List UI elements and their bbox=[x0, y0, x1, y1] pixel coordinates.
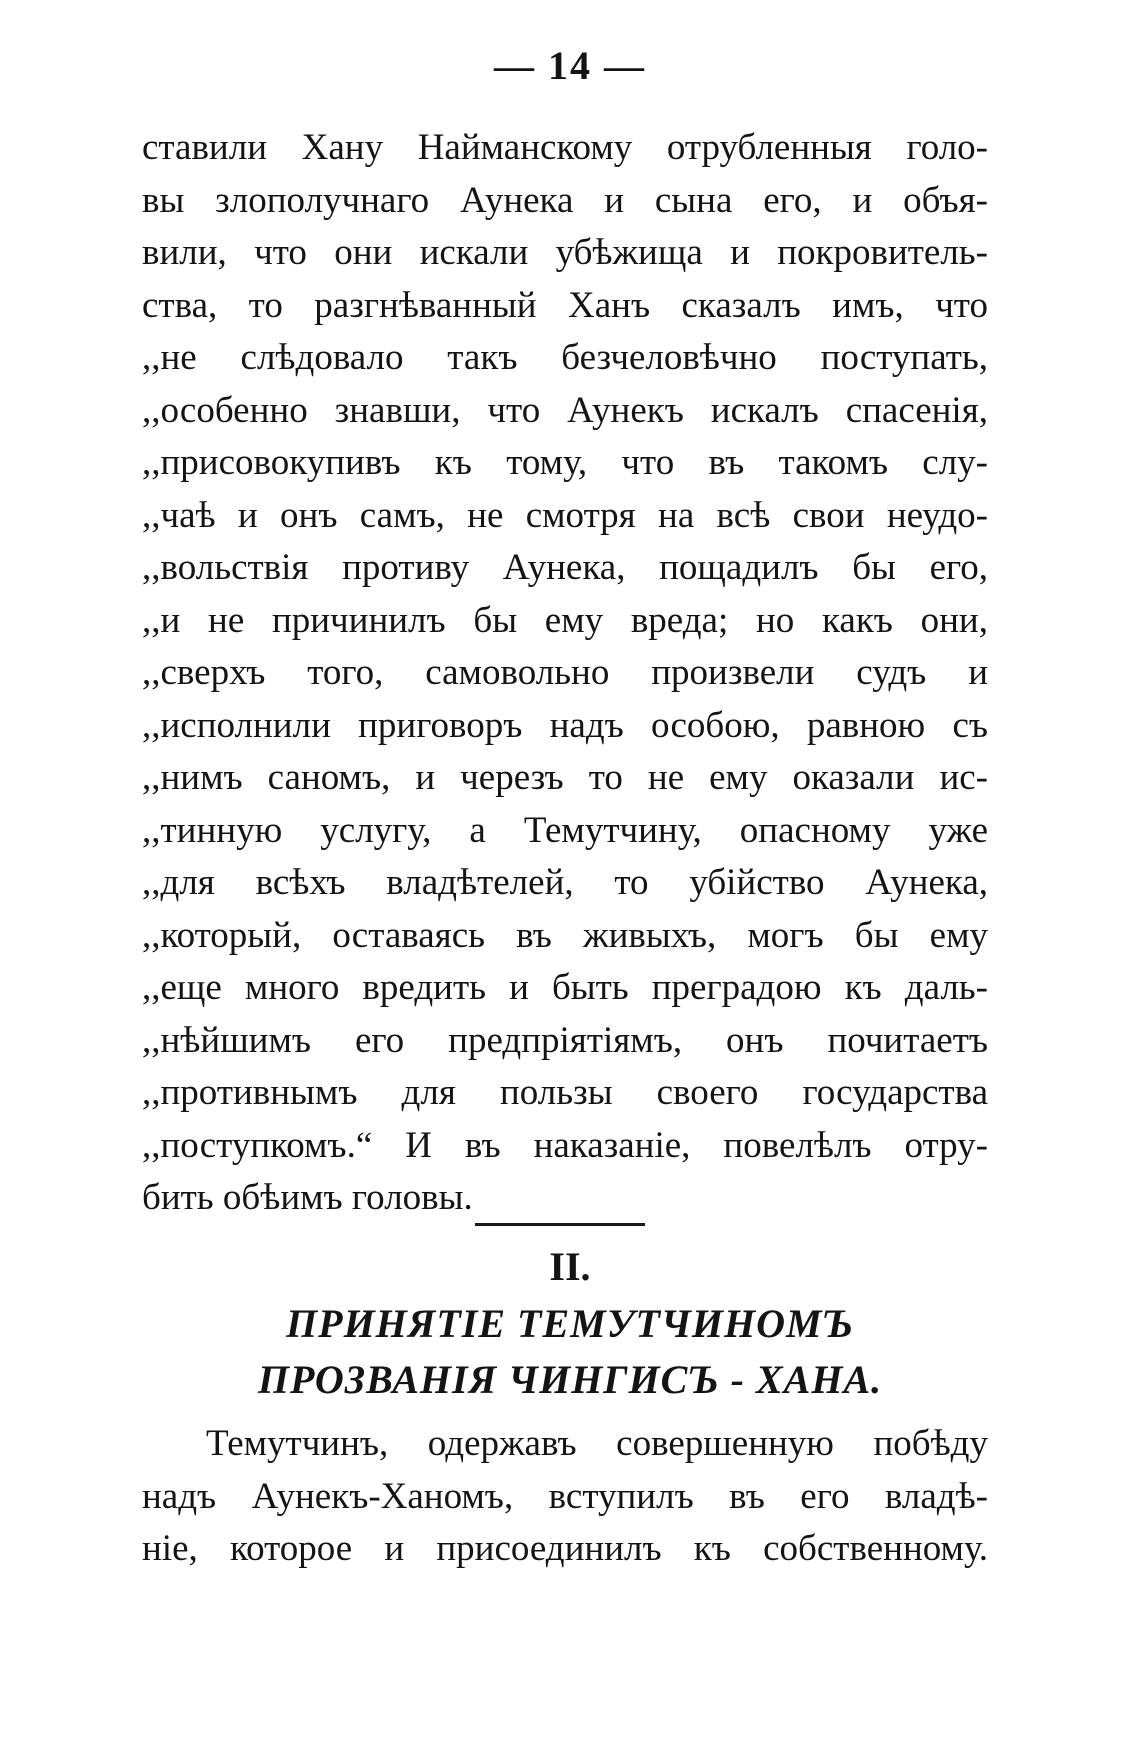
section-title-line: ПРИНЯТІЕ ТЕМУТЧИНОМЪ bbox=[286, 1301, 854, 1346]
section-title-line: ПРОЗВАНІЯ ЧИНГИСЪ - ХАНА. bbox=[257, 1357, 883, 1402]
text-line: ,,нимъ саномъ, и черезъ то не ему оказали ис- bbox=[142, 757, 988, 798]
text-line: ,,вольствія противу Аунека, пощадилъ бы его, bbox=[142, 547, 988, 588]
text-line: ніе, которое и присоединилъ къ собственному. bbox=[142, 1528, 988, 1569]
section-number: II. bbox=[549, 1244, 591, 1289]
text-line: ,,нѣйшимъ его предпріятіямъ, онъ почитаетъ bbox=[142, 1019, 988, 1061]
text-line: ,,и не причинилъ бы ему вреда; но какъ они, bbox=[142, 599, 988, 641]
text-line: Темутчинъ, одержавъ совершенную побѣду bbox=[206, 1423, 988, 1464]
text-line: ,,особенно знавши, что Аунекъ искалъ спасенія, bbox=[142, 389, 988, 431]
text-line: ,,присовокупивъ къ тому, что въ такомъ слу- bbox=[142, 442, 988, 483]
text-line: ,,чаѣ и онъ самъ, не смотря на всѣ свои неудо- bbox=[142, 494, 988, 536]
text-line: ставили Хану Найманскому отрубленныя голо- bbox=[142, 127, 988, 168]
text-line: вили, что они искали убѣжища и покровитель- bbox=[142, 232, 988, 273]
text-line: бить обѣимъ головы. bbox=[142, 1177, 473, 1218]
text-line: ,,который, оставаясь въ живыхъ, могъ бы ему bbox=[142, 914, 988, 956]
text-line: вы злополучнаго Аунека и сына его, и объя- bbox=[142, 179, 988, 221]
text-line: ,,для всѣхъ владѣтелей, то убійство Аунека, bbox=[142, 862, 988, 903]
text-line: ,,поступкомъ.“ И въ наказаніе, повелѣлъ отру- bbox=[142, 1124, 988, 1166]
page-number: — 14 — bbox=[494, 43, 646, 88]
text-line: ,,сверхъ того, самовольно произвели судъ и bbox=[142, 652, 988, 693]
text-line: ,,еще много вредить и быть преградою къ даль- bbox=[142, 967, 988, 1008]
text-line: ства, то разгнѣванный Ханъ сказалъ имъ, что bbox=[142, 284, 988, 326]
text-line: надъ Аунекъ-Ханомъ, вступилъ въ его владѣ- bbox=[142, 1475, 988, 1517]
section-divider bbox=[475, 1223, 645, 1226]
section-title bbox=[140, 1296, 1000, 1408]
paragraph-1 bbox=[142, 122, 988, 1225]
text-line: ,,противнымъ для пользы своего государства bbox=[142, 1072, 988, 1113]
paragraph-2 bbox=[142, 1418, 988, 1576]
text-line: ,,тинную услугу, а Темутчину, опасному уже bbox=[142, 809, 988, 851]
text-line: ,,исполнили приговоръ надъ особою, равною съ bbox=[142, 704, 988, 746]
text-line: ,,не слѣдовало такъ безчеловѣчно поступать, bbox=[142, 337, 988, 378]
